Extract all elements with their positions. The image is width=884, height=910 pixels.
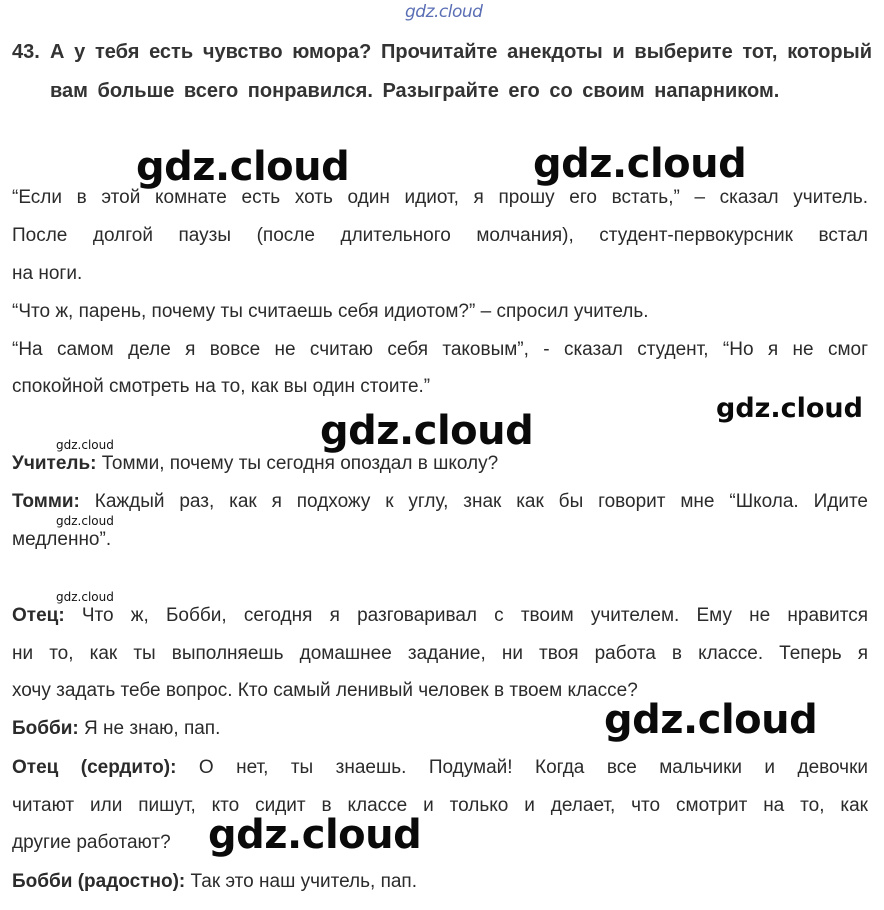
father-angry-text-1: О нет, ты знаешь. Подумай! Когда все мальчики и девочки (176, 757, 869, 778)
bobby-happy-speaker: Бобби (радостно): (12, 871, 186, 892)
joke1-line-6: спокойной смотреть на то, как вы один стоите.” (12, 376, 431, 397)
watermark-4: gdz.cloud (320, 408, 534, 454)
bobby-line (12, 718, 868, 740)
father-speaker: Отец: (12, 605, 65, 626)
joke1-line-5: “На самом деле я вовсе не считаю себя таковым”, - сказал студент, “Но я не смог (12, 339, 868, 360)
watermark-small-3: gdz.cloud (56, 590, 114, 604)
tommy-speaker: Томми: (12, 491, 80, 512)
father-line-2: ни то, как ты выполняешь домашнее задание, ни твоя работа в классе. Теперь я (12, 643, 868, 664)
joke1-line-3: на ноги. (12, 263, 83, 284)
bobby-text: Я не знаю, пап. (78, 718, 221, 739)
watermark-small-2: gdz.cloud (56, 514, 114, 528)
watermark-2: gdz.cloud (533, 141, 747, 187)
father-angry-speaker: Отец (сердито): (12, 757, 177, 778)
teacher-line (12, 453, 868, 475)
bobby-happy-line (12, 871, 868, 893)
teacher-speaker: Учитель: (12, 453, 97, 474)
joke1-line-1: “Если в этой комнате есть хоть один идиот, я прошу его встать,” – сказал учитель. (12, 187, 868, 208)
father-angry-line-3: другие работают? (12, 832, 171, 853)
tommy-line-2: медленно”. (12, 529, 112, 550)
task-header (12, 33, 872, 111)
watermark-3: gdz.cloud (716, 393, 863, 424)
joke1-line-4: “Что ж, парень, почему ты считаешь себя идиотом?” – спросил учитель. (12, 301, 649, 322)
teacher-text: Томми, почему ты сегодня опоздал в школу? (96, 453, 499, 474)
bobby-happy-text: Так это наш учитель, пап. (185, 871, 418, 892)
watermark-5: gdz.cloud (604, 697, 818, 743)
tommy-line-1 (12, 491, 868, 513)
task-text: А у тебя есть чувство юмора? Прочитайте анекдоты и выберите тот, который вам больше всего понравился. Разыграйте его со своим напарником. (50, 41, 872, 102)
tommy-text-1: Каждый раз, как я подхожу к углу, знак как бы говорит мне “Школа. Идите (79, 491, 868, 512)
watermark-6: gdz.cloud (208, 812, 422, 858)
watermark-top: gdz.cloud (405, 2, 483, 22)
bobby-speaker: Бобби: (12, 718, 79, 739)
father-line-3: хочу задать тебе вопрос. Кто самый ленивый человек в твоем классе? (12, 680, 638, 701)
task-number: 43. (12, 41, 40, 63)
joke1-line-2: После долгой паузы (после длительного молчания), студент-первокурсник встал (12, 225, 868, 246)
father-angry-line-2: читают или пишут, кто сидит в классе и только и делает, что смотрит на то, как (12, 795, 868, 816)
father-text-1: Что ж, Бобби, сегодня я разговаривал с твоим учителем. Ему не нравится (64, 605, 868, 626)
watermark-small-1: gdz.cloud (56, 438, 114, 452)
father-line-1 (12, 605, 868, 627)
father-angry-line-1 (12, 757, 868, 779)
watermark-1: gdz.cloud (136, 144, 350, 190)
